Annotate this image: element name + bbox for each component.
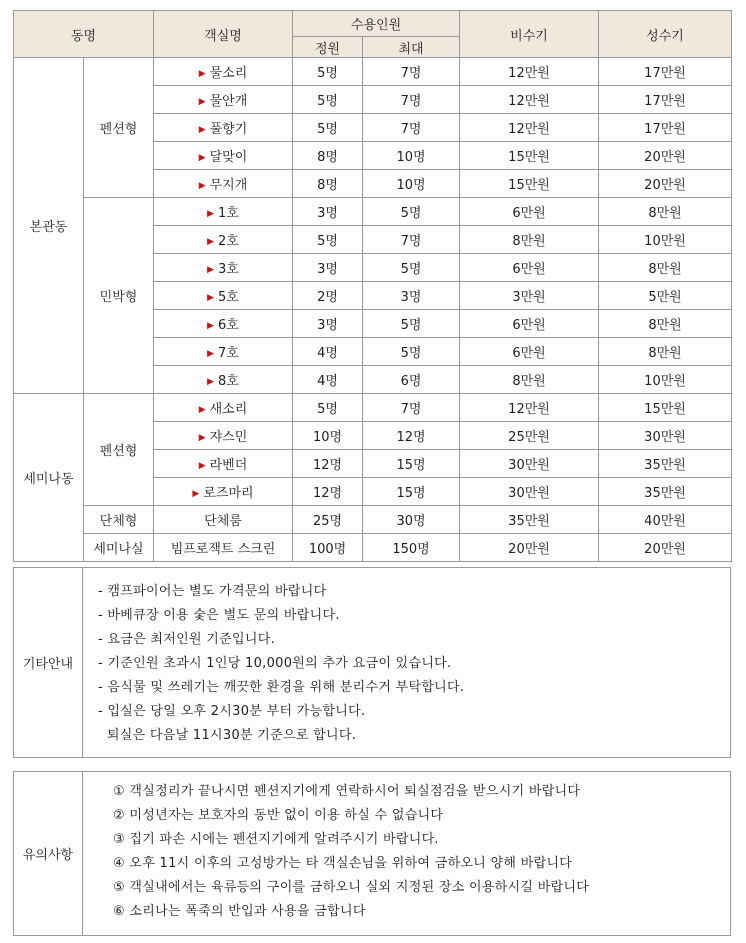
room-name-cell: [154, 478, 293, 506]
standard-capacity-cell: 5명: [293, 114, 363, 142]
max-capacity-cell: 5명: [363, 310, 460, 338]
header-building: 동명: [14, 11, 154, 58]
room-name: 빔프로잭트 스크린: [170, 542, 276, 557]
off-season-price-cell: 8만원: [460, 226, 599, 254]
notice-line: ④ 오후 11시 이후의 고성방가는 타 객실손님을 위하여 금하오니 양해 바랍니다: [113, 856, 573, 871]
group-semina-group: 단체형: [84, 506, 154, 534]
room-name-cell: [154, 226, 293, 254]
off-season-price-cell: 30만원: [460, 478, 599, 506]
off-season-price-cell: 12만원: [460, 58, 599, 86]
room-name: 달맞이: [209, 150, 248, 165]
room-name: 6호: [218, 318, 239, 333]
other-info-box: [13, 567, 731, 758]
max-capacity-cell: 7명: [363, 114, 460, 142]
bullet-arrow-icon: ▶: [198, 69, 206, 79]
max-capacity-cell: 150명: [363, 534, 460, 562]
peak-season-price-cell: 17만원: [599, 86, 732, 114]
room-name-cell: [154, 86, 293, 114]
group-main-pension: 펜션형: [84, 58, 154, 198]
max-capacity-cell: 7명: [363, 394, 460, 422]
room-name: 풀향기: [209, 122, 248, 137]
group-main-minbak: 민박형: [84, 198, 154, 394]
peak-season-price-cell: 35만원: [599, 478, 732, 506]
other-info-list: [98, 580, 724, 748]
room-name: 새소리: [209, 402, 248, 417]
room-name-cell: [154, 366, 293, 394]
room-name: 1호: [218, 206, 239, 221]
info-line: - 기준인원 초과시 1인당 10,000원의 추가 요금이 있습니다.: [98, 656, 452, 671]
max-capacity-cell: 15명: [363, 450, 460, 478]
header-max: 최대: [363, 37, 460, 58]
standard-capacity-cell: 4명: [293, 366, 363, 394]
peak-season-price-cell: 35만원: [599, 450, 732, 478]
notice-line: ① 객실정리가 끝나시면 펜션지기에게 연락하시어 퇴실점검을 받으시기 바랍니다: [113, 784, 581, 799]
standard-capacity-cell: 8명: [293, 170, 363, 198]
table-row: [14, 534, 732, 562]
peak-season-price-cell: 20만원: [599, 170, 732, 198]
standard-capacity-cell: 4명: [293, 338, 363, 366]
max-capacity-cell: 7명: [363, 58, 460, 86]
max-capacity-cell: 12명: [363, 422, 460, 450]
off-season-price-cell: 6만원: [460, 310, 599, 338]
peak-season-price-cell: 30만원: [599, 422, 732, 450]
peak-season-price-cell: 20만원: [599, 142, 732, 170]
max-capacity-cell: 3명: [363, 282, 460, 310]
group-main-building: 본관동: [14, 58, 84, 394]
header-standard: 정원: [293, 37, 363, 58]
bullet-arrow-icon: ▶: [198, 97, 206, 107]
peak-season-price-cell: 17만원: [599, 114, 732, 142]
room-name-cell: [154, 170, 293, 198]
bullet-arrow-icon: ▶: [198, 461, 206, 471]
table-body: [14, 58, 732, 562]
standard-capacity-cell: 3명: [293, 198, 363, 226]
notice-line: ③ 집기 파손 시에는 펜션지기에게 알려주시기 바랍니다.: [113, 832, 439, 847]
peak-season-price-cell: 5만원: [599, 282, 732, 310]
room-name: 단체룸: [204, 514, 242, 529]
peak-season-price-cell: 8만원: [599, 338, 732, 366]
off-season-price-cell: 25만원: [460, 422, 599, 450]
off-season-price-cell: 12만원: [460, 86, 599, 114]
bullet-arrow-icon: ▶: [192, 489, 200, 499]
off-season-price-cell: 3만원: [460, 282, 599, 310]
bullet-arrow-icon: ▶: [207, 377, 215, 387]
info-line: - 음식물 및 쓰레기는 깨끗한 환경을 위해 분리수거 부탁합니다.: [98, 680, 465, 695]
peak-season-price-cell: 15만원: [599, 394, 732, 422]
room-name-cell: [154, 506, 293, 534]
room-name-cell: [154, 142, 293, 170]
standard-capacity-cell: 25명: [293, 506, 363, 534]
room-name: 2호: [218, 234, 239, 249]
max-capacity-cell: 7명: [363, 226, 460, 254]
room-name: 라벤더: [209, 458, 248, 473]
notice-list: [113, 780, 724, 924]
room-name: 무지개: [209, 178, 248, 193]
bullet-arrow-icon: ▶: [198, 405, 206, 415]
peak-season-price-cell: 8만원: [599, 310, 732, 338]
bullet-arrow-icon: ▶: [198, 181, 206, 191]
off-season-price-cell: 35만원: [460, 506, 599, 534]
notice-line: ⑤ 객실내에서는 육류등의 구이를 금하오니 실외 지정된 장소 이용하시길 바랍니다: [113, 880, 590, 895]
room-name-cell: [154, 394, 293, 422]
off-season-price-cell: 15만원: [460, 170, 599, 198]
info-line: - 캠프파이어는 별도 가격문의 바랍니다: [98, 584, 327, 599]
bullet-arrow-icon: ▶: [198, 125, 206, 135]
room-name-cell: [154, 310, 293, 338]
max-capacity-cell: 5명: [363, 254, 460, 282]
peak-season-price-cell: 8만원: [599, 254, 732, 282]
standard-capacity-cell: 100명: [293, 534, 363, 562]
room-name: 로즈마리: [203, 486, 254, 501]
standard-capacity-cell: 8명: [293, 142, 363, 170]
info-line: - 입실은 당일 오후 2시30분 부터 가능합니다.: [98, 704, 366, 719]
peak-season-price-cell: 40만원: [599, 506, 732, 534]
off-season-price-cell: 12만원: [460, 394, 599, 422]
peak-season-price-cell: 17만원: [599, 58, 732, 86]
notice-line: ⑥ 소리나는 폭죽의 반입과 사용을 금합니다: [113, 904, 366, 919]
table-row: [14, 394, 732, 422]
group-semina-hall: 세미나실: [84, 534, 154, 562]
bullet-arrow-icon: ▶: [198, 153, 206, 163]
off-season-price-cell: 8만원: [460, 366, 599, 394]
room-price-table: [13, 10, 732, 562]
standard-capacity-cell: 12명: [293, 450, 363, 478]
peak-season-price-cell: 10만원: [599, 226, 732, 254]
notice-label: 유의사항: [14, 772, 83, 935]
room-name: 쟈스민: [209, 430, 248, 445]
off-season-price-cell: 6만원: [460, 198, 599, 226]
peak-season-price-cell: 8만원: [599, 198, 732, 226]
off-season-price-cell: 20만원: [460, 534, 599, 562]
peak-season-price-cell: 20만원: [599, 534, 732, 562]
standard-capacity-cell: 2명: [293, 282, 363, 310]
bullet-arrow-icon: ▶: [207, 321, 215, 331]
notice-line: ② 미성년자는 보호자의 동반 없이 이용 하실 수 없습니다: [113, 808, 444, 823]
standard-capacity-cell: 5명: [293, 394, 363, 422]
off-season-price-cell: 30만원: [460, 450, 599, 478]
table-row: [14, 58, 732, 86]
room-name-cell: [154, 198, 293, 226]
standard-capacity-cell: 3명: [293, 310, 363, 338]
standard-capacity-cell: 12명: [293, 478, 363, 506]
off-season-price-cell: 6만원: [460, 338, 599, 366]
header-off-season: 비수기: [460, 11, 599, 58]
room-name-cell: [154, 422, 293, 450]
header-room-name: 객실명: [154, 11, 293, 58]
max-capacity-cell: 5명: [363, 338, 460, 366]
info-line: 퇴실은 다음날 11시30분 기준으로 합니다.: [98, 728, 357, 743]
max-capacity-cell: 6명: [363, 366, 460, 394]
notice-box: [13, 771, 731, 936]
table-row: [14, 198, 732, 226]
info-line: - 바베큐장 이용 숯은 별도 문의 바랍니다.: [98, 608, 340, 623]
table-row: [14, 506, 732, 534]
room-name: 8호: [218, 374, 239, 389]
max-capacity-cell: 5명: [363, 198, 460, 226]
room-name-cell: [154, 534, 293, 562]
header-capacity: 수용인원: [293, 11, 460, 37]
off-season-price-cell: 6만원: [460, 254, 599, 282]
room-name: 5호: [218, 290, 239, 305]
group-semina-pension: 펜션형: [84, 394, 154, 506]
max-capacity-cell: 10명: [363, 170, 460, 198]
room-name-cell: [154, 450, 293, 478]
bullet-arrow-icon: ▶: [207, 209, 215, 219]
header-peak-season: 성수기: [599, 11, 732, 58]
room-name-cell: [154, 114, 293, 142]
room-name: 물소리: [209, 66, 248, 81]
peak-season-price-cell: 10만원: [599, 366, 732, 394]
room-name-cell: [154, 338, 293, 366]
max-capacity-cell: 10명: [363, 142, 460, 170]
info-line: - 요금은 최저인원 기준입니다.: [98, 632, 276, 647]
standard-capacity-cell: 5명: [293, 58, 363, 86]
room-name-cell: [154, 282, 293, 310]
standard-capacity-cell: 3명: [293, 254, 363, 282]
max-capacity-cell: 15명: [363, 478, 460, 506]
room-name-cell: [154, 254, 293, 282]
standard-capacity-cell: 5명: [293, 86, 363, 114]
bullet-arrow-icon: ▶: [198, 433, 206, 443]
standard-capacity-cell: 10명: [293, 422, 363, 450]
off-season-price-cell: 15만원: [460, 142, 599, 170]
other-info-label: 기타안내: [14, 568, 83, 757]
bullet-arrow-icon: ▶: [207, 349, 215, 359]
room-name: 물안개: [209, 94, 248, 109]
room-name-cell: [154, 58, 293, 86]
off-season-price-cell: 12만원: [460, 114, 599, 142]
group-semina-building: 세미나동: [14, 394, 84, 562]
bullet-arrow-icon: ▶: [207, 265, 215, 275]
max-capacity-cell: 30명: [363, 506, 460, 534]
bullet-arrow-icon: ▶: [207, 293, 215, 303]
standard-capacity-cell: 5명: [293, 226, 363, 254]
room-name: 7호: [218, 346, 239, 361]
room-name: 3호: [218, 262, 239, 277]
bullet-arrow-icon: ▶: [207, 237, 215, 247]
max-capacity-cell: 7명: [363, 86, 460, 114]
